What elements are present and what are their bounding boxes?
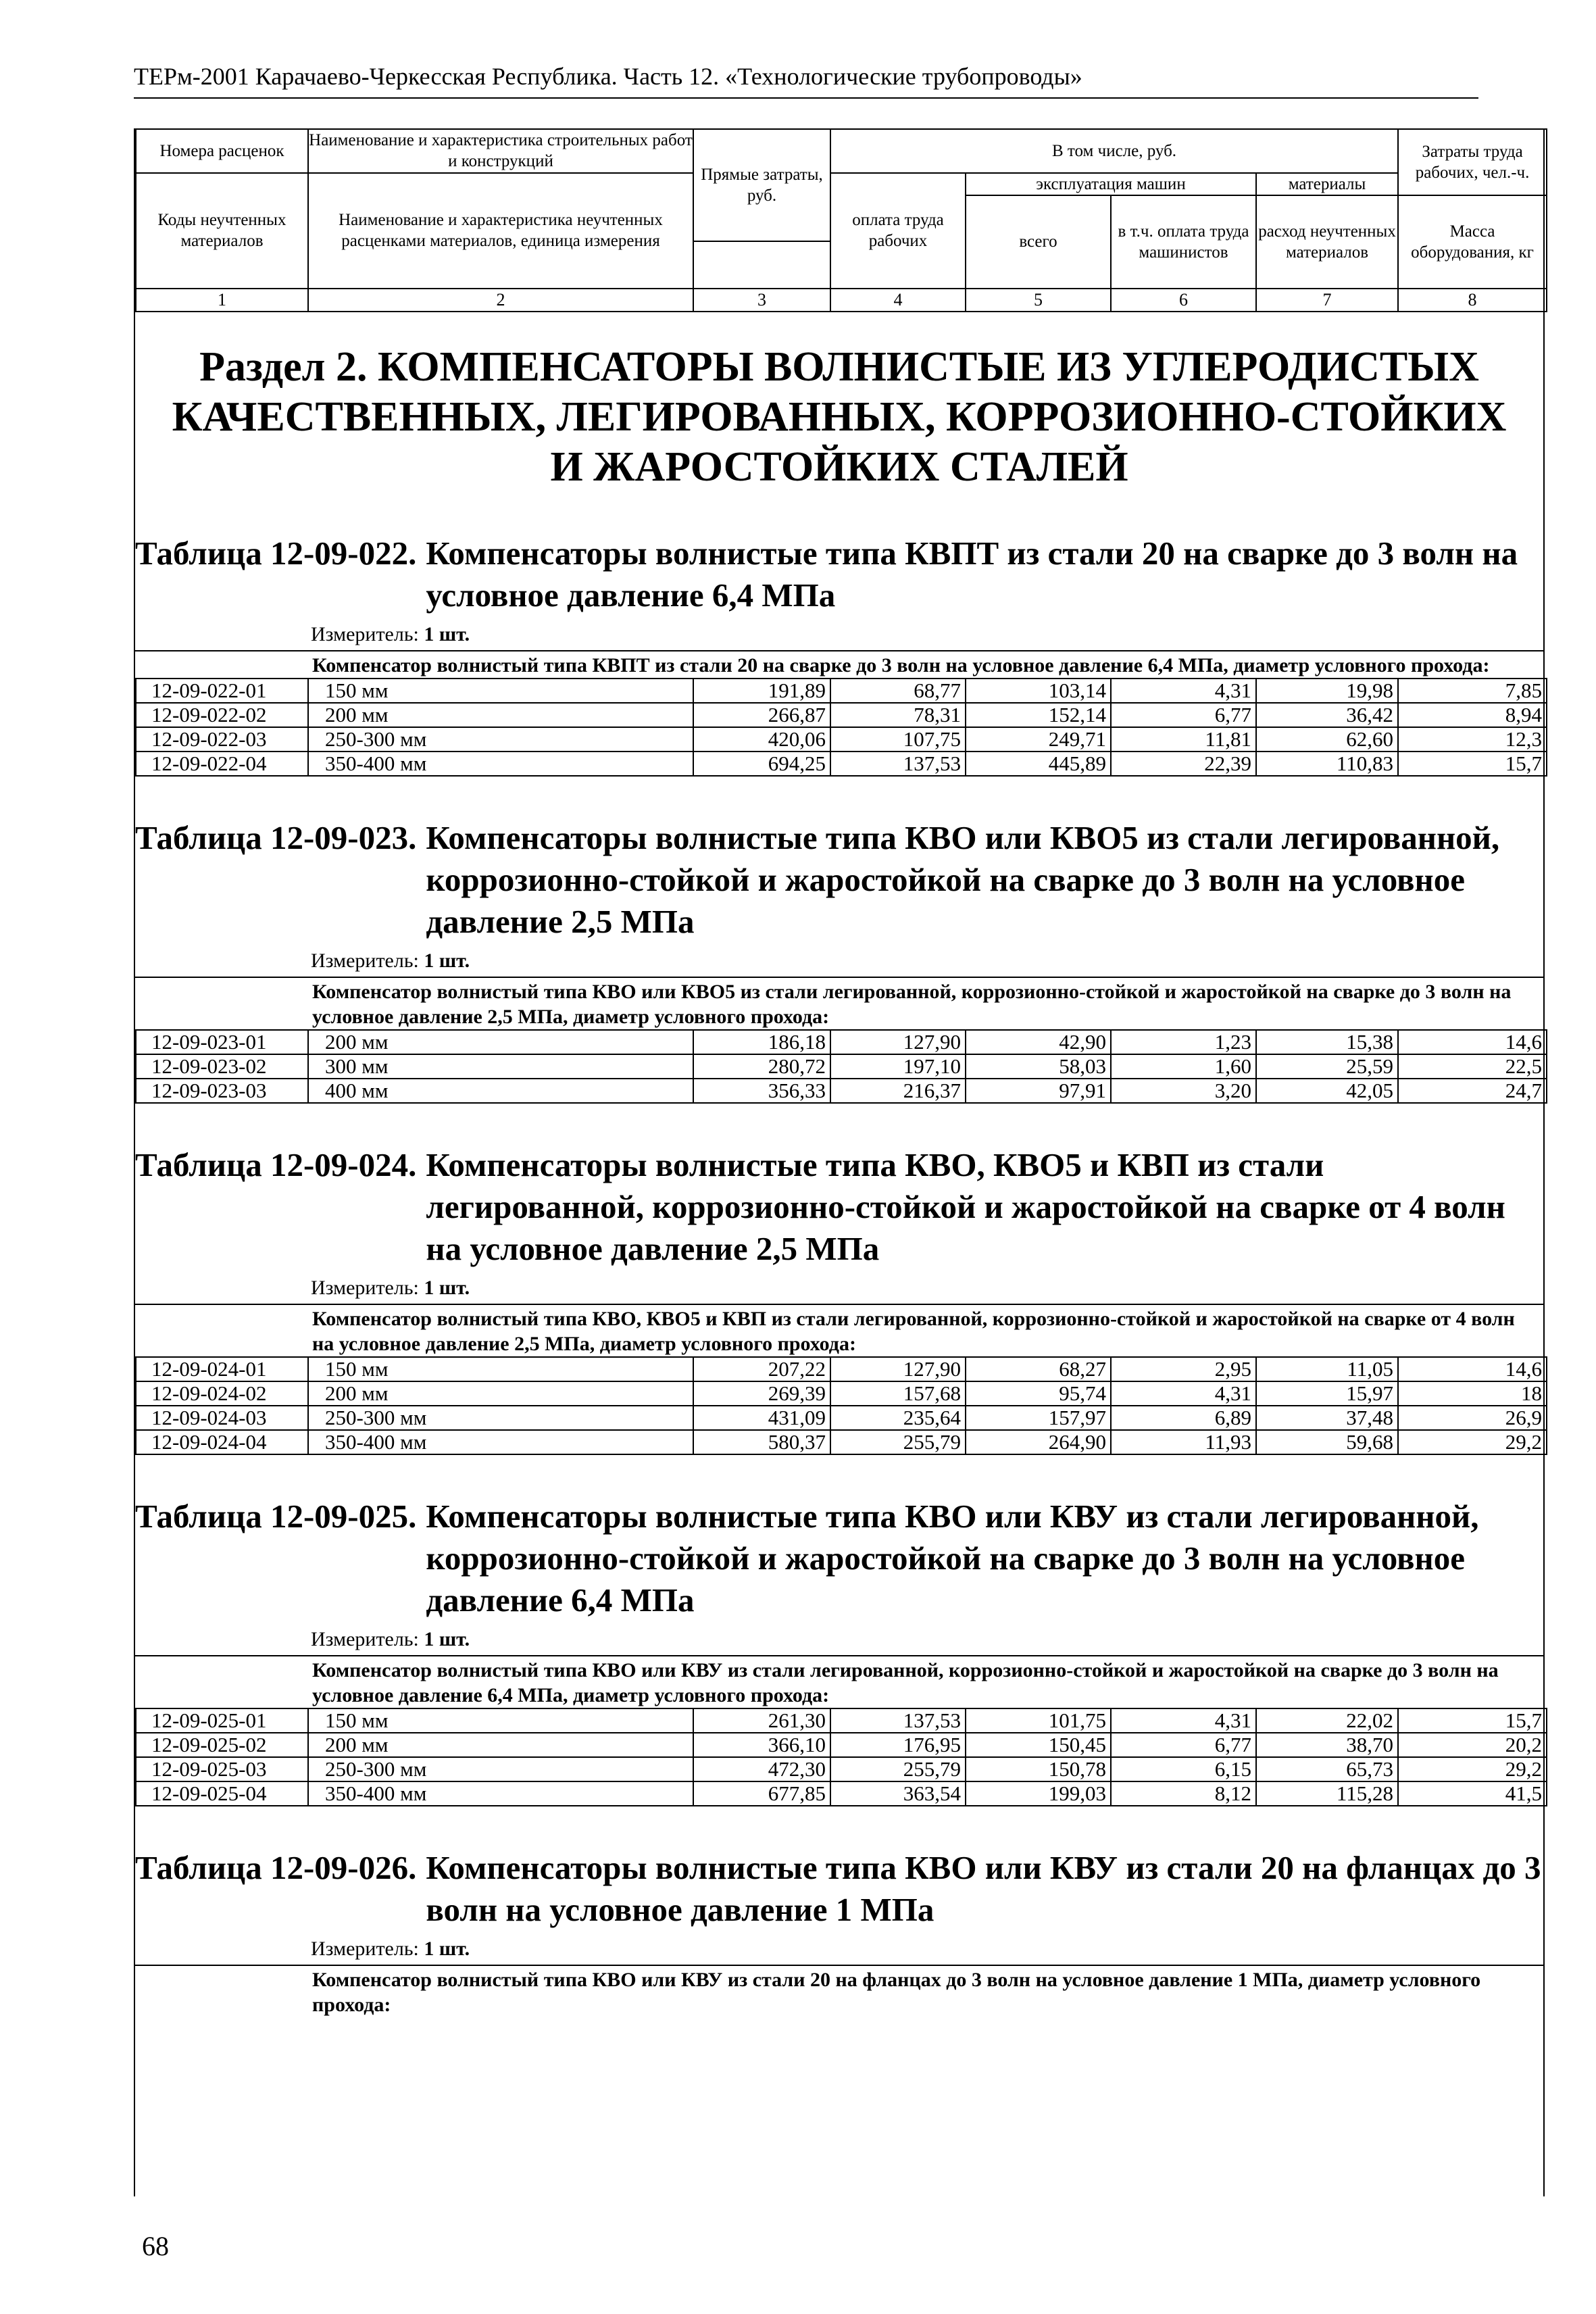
header-equipment-mass: Масса оборудования, кг — [1398, 195, 1547, 289]
value-cell: 101,75 — [966, 1708, 1111, 1733]
table-title — [135, 1496, 1543, 1621]
table-code: Таблица 12-09-023. — [135, 819, 417, 857]
value-cell: 11,05 — [1256, 1357, 1398, 1381]
table-code: Таблица 12-09-025. — [135, 1498, 417, 1535]
rate-code-cell: 12-09-024-01 — [136, 1357, 308, 1381]
item-description: Компенсатор волнистый типа КВПТ из стали 20 на сварке до 3 волн на условное давление 6,4 МПа, диаметр условного прохода: — [135, 650, 1543, 678]
unit-of-measure — [311, 623, 1543, 646]
header-rate-numbers: Номера расценок — [136, 129, 308, 173]
column-number: 3 — [693, 289, 830, 312]
value-cell: 15,7 — [1398, 752, 1547, 776]
column-number-row — [136, 289, 1547, 312]
value-cell: 103,14 — [966, 679, 1111, 703]
value-cell: 65,73 — [1256, 1757, 1398, 1781]
value-cell: 15,97 — [1256, 1381, 1398, 1406]
item-description: Компенсатор волнистый типа КВО или КВУ из стали легированной, коррозионно-стойкой и жаростойкой на сварке до 3 волн на условное давление 6,4 МПа, диаметр условного прохода: — [135, 1655, 1543, 1708]
value-cell: 269,39 — [693, 1381, 830, 1406]
column-number: 7 — [1256, 289, 1398, 312]
value-cell: 68,77 — [830, 679, 966, 703]
header-direct-costs: Прямые затраты, руб. — [693, 129, 830, 241]
table-name: Компенсаторы волнистые типа КВО или КВУ из стали 20 на фланцах до 3 волн на условное давление 1 МПа — [426, 1849, 1541, 1929]
unit-label: Измеритель: — [311, 1628, 419, 1651]
value-cell: 15,7 — [1398, 1708, 1547, 1733]
value-cell: 22,5 — [1398, 1054, 1547, 1079]
value-cell: 235,64 — [830, 1406, 966, 1430]
table-name: Компенсаторы волнистые типа КВПТ из стали 20 на сварке до 3 волн на условное давление 6,4 МПа — [426, 535, 1518, 614]
value-cell: 6,89 — [1111, 1406, 1256, 1430]
unit-label: Измеритель: — [311, 950, 419, 973]
value-cell: 37,48 — [1256, 1406, 1398, 1430]
value-cell: 150,45 — [966, 1733, 1111, 1757]
rate-table-block — [135, 817, 1543, 1104]
header-machines-total: всего — [966, 195, 1111, 289]
value-cell: 8,94 — [1398, 703, 1547, 727]
value-cell: 677,85 — [693, 1781, 830, 1806]
header-machines: эксплуатация машин — [966, 173, 1256, 195]
value-cell: 19,98 — [1256, 679, 1398, 703]
rate-code-cell: 12-09-025-04 — [136, 1781, 308, 1806]
diameter-cell: 150 мм — [308, 679, 693, 703]
diameter-cell: 150 мм — [308, 1708, 693, 1733]
rate-code-cell: 12-09-025-01 — [136, 1708, 308, 1733]
unit-of-measure — [311, 1938, 1543, 1961]
unit-value: 1 шт. — [424, 623, 470, 646]
table-row — [136, 703, 1547, 727]
value-cell: 12,3 — [1398, 727, 1547, 752]
item-description: Компенсатор волнистый типа КВО или КВУ из стали 20 на фланцах до 3 волн на условное давление 1 МПа, диаметр условного прохода: — [135, 1965, 1543, 2017]
table-row — [136, 1757, 1547, 1781]
header-unaccounted-name: Наименование и характеристика неучтенных расценками материалов, единица измерения — [308, 173, 693, 289]
item-description: Компенсатор волнистый типа КВО, КВО5 и КВП из стали легированной, коррозионно-стойкой и жаростойкой на сварке от 4 волн на условное давление 2,5 МПа, диаметр условного прохода: — [135, 1304, 1543, 1356]
diameter-cell: 250-300 мм — [308, 727, 693, 752]
page-number: 68 — [142, 2231, 169, 2261]
unit-value: 1 шт. — [424, 1277, 470, 1300]
value-cell: 157,68 — [830, 1381, 966, 1406]
diameter-cell: 250-300 мм — [308, 1757, 693, 1781]
unit-label: Измеритель: — [311, 1938, 419, 1961]
unit-value: 1 шт. — [424, 1628, 470, 1651]
value-cell: 59,68 — [1256, 1430, 1398, 1454]
rate-code-cell: 12-09-022-03 — [136, 727, 308, 752]
value-cell: 472,30 — [693, 1757, 830, 1781]
rate-code-cell: 12-09-022-02 — [136, 703, 308, 727]
table-row — [136, 1406, 1547, 1430]
value-cell: 137,53 — [830, 1708, 966, 1733]
item-description: Компенсатор волнистый типа КВО или КВО5 из стали легированной, коррозионно-стойкой и жаростойкой на сварке до 3 волн на условное давление 2,5 МПа, диаметр условного прохода: — [135, 977, 1543, 1029]
rate-rows — [135, 678, 1547, 777]
value-cell: 420,06 — [693, 727, 830, 752]
unit-of-measure — [311, 1277, 1543, 1300]
rate-rows — [135, 1356, 1547, 1455]
value-cell: 115,28 — [1256, 1781, 1398, 1806]
value-cell: 186,18 — [693, 1030, 830, 1054]
value-cell: 6,15 — [1111, 1757, 1256, 1781]
value-cell: 15,38 — [1256, 1030, 1398, 1054]
rate-table-block — [135, 1847, 1543, 2017]
value-cell: 176,95 — [830, 1733, 966, 1757]
value-cell: 42,05 — [1256, 1079, 1398, 1103]
value-cell: 4,31 — [1111, 1708, 1256, 1733]
header-materials: материалы — [1256, 173, 1398, 195]
table-row — [136, 1030, 1547, 1054]
table-code: Таблица 12-09-024. — [135, 1146, 417, 1184]
diameter-cell: 350-400 мм — [308, 1430, 693, 1454]
table-row — [136, 1054, 1547, 1079]
header-including: В том числе, руб. — [830, 129, 1398, 173]
diameter-cell: 200 мм — [308, 1733, 693, 1757]
estimate-sheet — [134, 128, 1545, 2196]
diameter-cell: 200 мм — [308, 1381, 693, 1406]
rate-table-block — [135, 1144, 1543, 1455]
value-cell: 14,6 — [1398, 1030, 1547, 1054]
value-cell: 191,89 — [693, 679, 830, 703]
section-title: Раздел 2. КОМПЕНСАТОРЫ ВОЛНИСТЫЕ ИЗ УГЛЕРОДИСТЫХ КАЧЕСТВЕННЫХ, ЛЕГИРОВАННЫХ, КОРРОЗИОННО-СТОЙКИХ И ЖАРОСТОЙКИХ СТАЛЕЙ — [172, 344, 1507, 491]
value-cell: 42,90 — [966, 1030, 1111, 1054]
table-code: Таблица 12-09-022. — [135, 535, 417, 572]
value-cell: 150,78 — [966, 1757, 1111, 1781]
table-row — [136, 1708, 1547, 1733]
table-title — [135, 817, 1543, 943]
value-cell: 26,9 — [1398, 1406, 1547, 1430]
value-cell: 29,2 — [1398, 1430, 1547, 1454]
value-cell: 197,10 — [830, 1054, 966, 1079]
column-number: 8 — [1398, 289, 1547, 312]
column-number: 4 — [830, 289, 966, 312]
value-cell: 11,81 — [1111, 727, 1256, 752]
value-cell: 7,85 — [1398, 679, 1547, 703]
table-row — [136, 1381, 1547, 1406]
diameter-cell: 200 мм — [308, 1030, 693, 1054]
value-cell: 110,83 — [1256, 752, 1398, 776]
value-cell: 14,6 — [1398, 1357, 1547, 1381]
rate-tables — [135, 533, 1543, 2017]
table-row — [136, 1357, 1547, 1381]
rate-code-cell: 12-09-024-02 — [136, 1381, 308, 1406]
value-cell: 137,53 — [830, 752, 966, 776]
value-cell: 8,12 — [1111, 1781, 1256, 1806]
value-cell: 249,71 — [966, 727, 1111, 752]
table-name: Компенсаторы волнистые типа КВО, КВО5 и КВП из стали легированной, коррозионно-стойкой и жаростойкой на сварке от 4 волн на условное давление 2,5 МПа — [426, 1146, 1505, 1268]
value-cell: 445,89 — [966, 752, 1111, 776]
value-cell: 1,23 — [1111, 1030, 1256, 1054]
value-cell: 18 — [1398, 1381, 1547, 1406]
unit-value: 1 шт. — [424, 950, 470, 973]
value-cell: 261,30 — [693, 1708, 830, 1733]
diameter-cell: 350-400 мм — [308, 752, 693, 776]
value-cell: 280,72 — [693, 1054, 830, 1079]
unit-of-measure — [311, 1628, 1543, 1651]
value-cell: 6,77 — [1111, 703, 1256, 727]
value-cell: 266,87 — [693, 703, 830, 727]
value-cell: 36,42 — [1256, 703, 1398, 727]
value-cell: 97,91 — [966, 1079, 1111, 1103]
unit-label: Измеритель: — [311, 623, 419, 646]
value-cell: 1,60 — [1111, 1054, 1256, 1079]
value-cell: 11,93 — [1111, 1430, 1256, 1454]
diameter-cell: 350-400 мм — [308, 1781, 693, 1806]
value-cell: 6,77 — [1111, 1733, 1256, 1757]
table-name: Компенсаторы волнистые типа КВО или КВУ из стали легированной, коррозионно-стойкой и жаростойкой на сварке до 3 волн на условное давление 6,4 МПа — [426, 1498, 1479, 1619]
table-row — [136, 727, 1547, 752]
value-cell: 2,95 — [1111, 1357, 1256, 1381]
header-worker-pay: оплата труда рабочих — [830, 173, 966, 289]
value-cell: 264,90 — [966, 1430, 1111, 1454]
table-title — [135, 1847, 1543, 1931]
running-header: ТЕРм-2001 Карачаево-Черкесская Республика. Часть 12. «Технологические трубопроводы» — [134, 62, 1478, 99]
diameter-cell: 200 мм — [308, 703, 693, 727]
rate-rows — [135, 1708, 1547, 1806]
rate-code-cell: 12-09-025-03 — [136, 1757, 308, 1781]
table-row — [136, 1079, 1547, 1103]
value-cell: 4,31 — [1111, 679, 1256, 703]
value-cell: 157,97 — [966, 1406, 1111, 1430]
table-row — [136, 1430, 1547, 1454]
table-title — [135, 533, 1543, 616]
diameter-cell: 150 мм — [308, 1357, 693, 1381]
rate-code-cell: 12-09-022-04 — [136, 752, 308, 776]
value-cell: 4,31 — [1111, 1381, 1256, 1406]
value-cell: 22,02 — [1256, 1708, 1398, 1733]
value-cell: 20,2 — [1398, 1733, 1547, 1757]
value-cell: 62,60 — [1256, 727, 1398, 752]
diameter-cell: 250-300 мм — [308, 1406, 693, 1430]
value-cell: 25,59 — [1256, 1054, 1398, 1079]
value-cell: 41,5 — [1398, 1781, 1547, 1806]
value-cell: 199,03 — [966, 1781, 1111, 1806]
diameter-cell: 300 мм — [308, 1054, 693, 1079]
value-cell: 24,7 — [1398, 1079, 1547, 1103]
value-cell: 152,14 — [966, 703, 1111, 727]
table-name: Компенсаторы волнистые типа КВО или КВО5 из стали легированной, коррозионно-стойкой и жаростойкой на сварке до 3 волн на условное давление 2,5 МПа — [426, 819, 1500, 941]
value-cell: 107,75 — [830, 727, 966, 752]
value-cell: 3,20 — [1111, 1079, 1256, 1103]
header-work-name: Наименование и характеристика строительных работ и конструкций — [308, 129, 693, 173]
value-cell: 58,03 — [966, 1054, 1111, 1079]
value-cell: 580,37 — [693, 1430, 830, 1454]
rate-rows — [135, 1029, 1547, 1104]
rate-code-cell: 12-09-025-02 — [136, 1733, 308, 1757]
value-cell: 68,27 — [966, 1357, 1111, 1381]
rate-code-cell: 12-09-023-02 — [136, 1054, 308, 1079]
value-cell: 255,79 — [830, 1430, 966, 1454]
value-cell: 207,22 — [693, 1357, 830, 1381]
table-row — [136, 1781, 1547, 1806]
unit-value: 1 шт. — [424, 1938, 470, 1961]
table-code: Таблица 12-09-026. — [135, 1849, 417, 1887]
unit-label: Измеритель: — [311, 1277, 419, 1300]
header-operator-pay: в т.ч. оплата труда машинистов — [1111, 195, 1256, 289]
value-cell: 255,79 — [830, 1757, 966, 1781]
rate-code-cell: 12-09-023-01 — [136, 1030, 308, 1054]
value-cell: 38,70 — [1256, 1733, 1398, 1757]
header-unaccounted-codes: Коды неучтенных материалов — [136, 173, 308, 289]
rate-code-cell: 12-09-023-03 — [136, 1079, 308, 1103]
value-cell: 127,90 — [830, 1357, 966, 1381]
column-number: 1 — [136, 289, 308, 312]
header-materials-unaccounted: расход неучтенных материалов — [1256, 195, 1398, 289]
value-cell: 363,54 — [830, 1781, 966, 1806]
column-number: 2 — [308, 289, 693, 312]
header-labor-costs: Затраты труда рабочих, чел.-ч. — [1398, 129, 1547, 195]
rate-table-block — [135, 533, 1543, 777]
rate-table-block — [135, 1496, 1543, 1806]
table-row — [136, 752, 1547, 776]
value-cell: 29,2 — [1398, 1757, 1547, 1781]
column-header-table — [135, 128, 1547, 312]
table-row — [136, 1733, 1547, 1757]
value-cell: 694,25 — [693, 752, 830, 776]
rate-code-cell: 12-09-024-04 — [136, 1430, 308, 1454]
value-cell: 366,10 — [693, 1733, 830, 1757]
value-cell: 216,37 — [830, 1079, 966, 1103]
value-cell: 127,90 — [830, 1030, 966, 1054]
value-cell: 356,33 — [693, 1079, 830, 1103]
unit-of-measure — [311, 950, 1543, 973]
value-cell: 431,09 — [693, 1406, 830, 1430]
diameter-cell: 400 мм — [308, 1079, 693, 1103]
value-cell: 78,31 — [830, 703, 966, 727]
table-title — [135, 1144, 1543, 1270]
rate-code-cell: 12-09-022-01 — [136, 679, 308, 703]
value-cell: 22,39 — [1111, 752, 1256, 776]
rate-code-cell: 12-09-024-03 — [136, 1406, 308, 1430]
column-number: 6 — [1111, 289, 1256, 312]
table-row — [136, 679, 1547, 703]
column-number: 5 — [966, 289, 1111, 312]
value-cell: 95,74 — [966, 1381, 1111, 1406]
